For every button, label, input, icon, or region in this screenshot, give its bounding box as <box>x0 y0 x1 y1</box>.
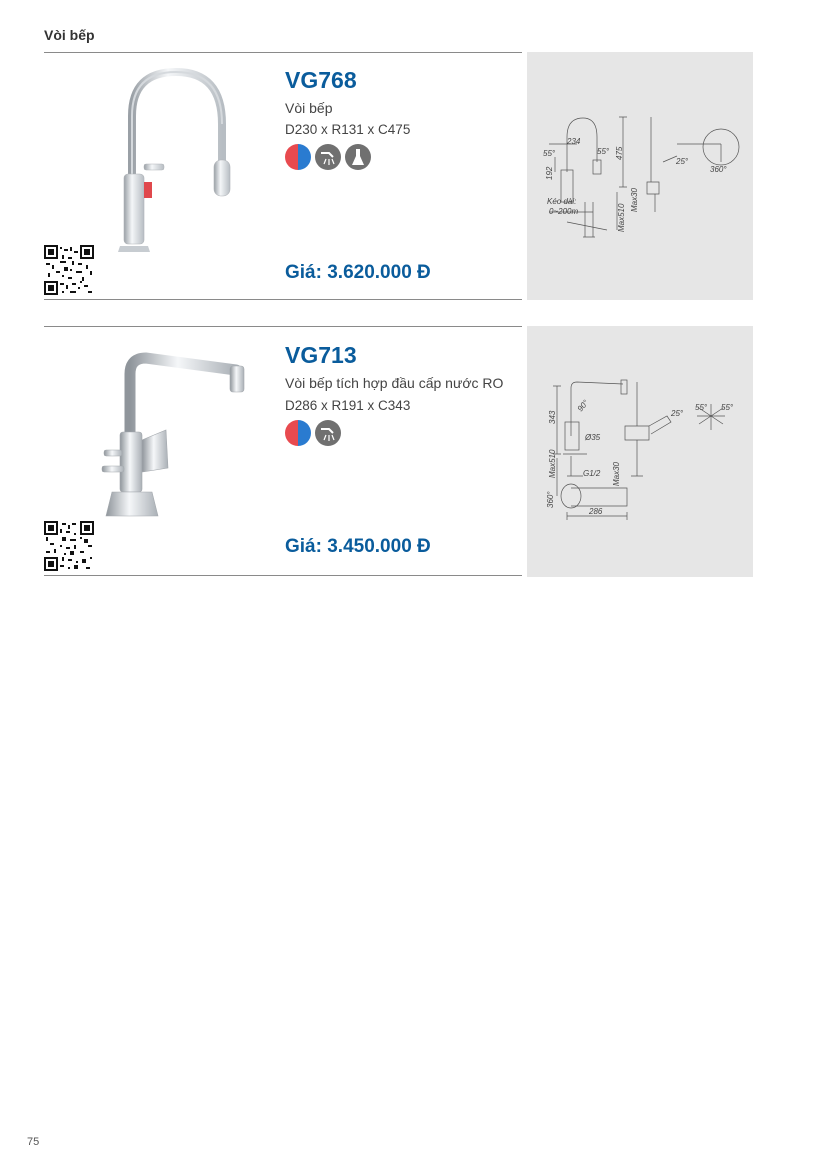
page-number: 75 <box>27 1136 40 1148</box>
product-image <box>104 64 234 264</box>
dim-label: 25° <box>676 157 689 166</box>
dim-label: Max510 <box>617 203 626 232</box>
feature-icons <box>285 420 341 446</box>
product-name: Vòi bếp <box>285 100 333 116</box>
pull-out-icon <box>345 144 371 170</box>
product-code: VG713 <box>285 342 357 368</box>
product-dimensions: D286 x R191 x C343 <box>285 398 411 413</box>
divider <box>44 52 522 53</box>
dim-label: 343 <box>548 410 557 424</box>
product-dimensions: D230 x R131 x C475 <box>285 122 411 137</box>
product-code: VG768 <box>285 67 357 93</box>
qr-code <box>44 245 94 295</box>
dim-label: 475 <box>615 146 624 160</box>
dim-label: Max30 <box>630 187 639 212</box>
dim-label: 360° <box>710 165 727 174</box>
dim-label: 234 <box>567 137 581 146</box>
spray-icon <box>315 420 341 446</box>
dim-label: Kéo dài: <box>547 197 577 206</box>
dim-label: 0~200m <box>549 207 579 216</box>
dim-label: 55° <box>695 403 708 412</box>
divider <box>44 575 522 576</box>
product-price: Giá: 3.450.000 Đ <box>285 536 431 557</box>
dim-label: 25° <box>671 409 684 418</box>
section-title: Vòi bếp <box>44 27 95 43</box>
dim-label: Max30 <box>612 461 621 486</box>
dim-label: G1/2 <box>583 469 601 478</box>
dim-label: Max510 <box>548 449 557 478</box>
feature-icons <box>285 144 371 170</box>
dim-label: 55° <box>721 403 734 412</box>
dim-label: 286 <box>589 507 603 516</box>
qr-code <box>44 521 94 571</box>
dim-label: Ø35 <box>585 433 601 442</box>
divider <box>44 299 522 300</box>
hot-cold-icon <box>285 420 311 446</box>
product-name: Vòi bếp tích hợp đầu cấp nước RO <box>285 375 504 391</box>
dim-label: 55° <box>543 149 556 158</box>
dim-label: 192 <box>545 166 554 180</box>
dim-label: 55° <box>597 147 610 156</box>
product-card-vg713 <box>44 326 522 576</box>
divider <box>44 326 522 327</box>
dim-label: 90° <box>575 398 591 414</box>
hot-cold-icon <box>285 144 311 170</box>
technical-drawing <box>527 326 753 577</box>
product-card-vg768 <box>44 52 522 302</box>
technical-drawing <box>527 52 753 300</box>
spray-icon <box>315 144 341 170</box>
product-image <box>96 344 256 524</box>
product-price: Giá: 3.620.000 Đ <box>285 262 431 283</box>
dim-label: 360° <box>546 491 555 508</box>
